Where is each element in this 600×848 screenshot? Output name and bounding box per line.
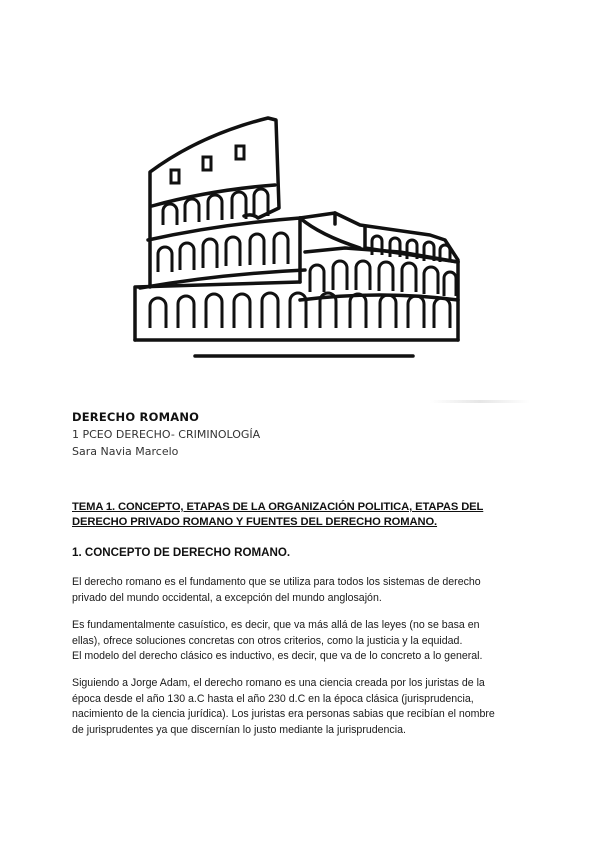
colosseum-illustration [0, 0, 600, 410]
text-line: ellas), ofrece soluciones concretas con otros criterios, como la justicia y la equidad. [72, 634, 463, 647]
document-title-line: TEMA 1. CONCEPTO, ETAPAS DE LA ORGANIZACIÓN POLITICA, ETAPAS DEL [72, 501, 484, 513]
course-line: 1 PCEO DERECHO- CRIMINOLOGÍA [72, 428, 261, 441]
paragraph-1 [72, 575, 542, 606]
document-title [72, 500, 542, 530]
paragraph-3 [72, 676, 542, 738]
text-line: El derecho romano es el fundamento que se utiliza para todos los sistemas de derecho [72, 576, 481, 588]
author-line: Sara Navia Marcelo [72, 445, 179, 458]
text-line: Siguiendo a Jorge Adam, el derecho romano es una ciencia creada por los juristas de la [72, 677, 485, 689]
text-line: privado del mundo occidental, a excepción del mundo anglosajón. [72, 591, 382, 604]
section-heading: 1. CONCEPTO DE DERECHO ROMANO. [72, 546, 291, 559]
text-line: Es fundamentalmente casuístico, es decir, que va más allá de las leyes (no se basa en [72, 619, 480, 631]
text-line: El modelo del derecho clásico es inductivo, es decir, que va de lo concreto a lo general. [72, 650, 483, 663]
cover-info [72, 408, 532, 460]
cover-title: DERECHO ROMANO [72, 410, 200, 424]
text-line: de jurisprudentes ya que discernían lo justo mediante la jurisprudencia. [72, 723, 406, 736]
text-line: nacimiento de la ciencia jurídica). Los juristas era personas sabias que recibían el nombre [72, 708, 495, 721]
paragraph-2 [72, 618, 542, 665]
document-title-line: DERECHO PRIVADO ROMANO Y FUENTES DEL DERECHO ROMANO. [72, 516, 438, 528]
text-line: época desde el año 130 a.C hasta el año 230 d.C en la época clásica (jurisprudencia, [72, 692, 474, 705]
